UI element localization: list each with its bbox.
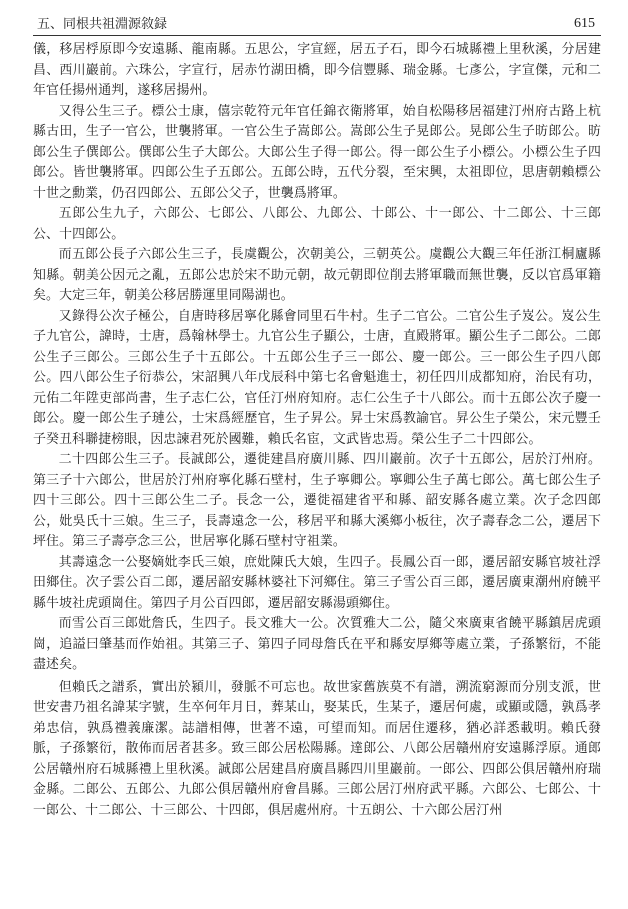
paragraph: 又錄得公次子極公，自唐時移居寧化縣會同里石牛村。生子二官公。二官公生子岌公。岌公生子九官公，諱時，士唐，爲翰林學士。九官公生子顯公，士唐，直殿將軍。顯公生子二郎公。二郎公生子三郎公。三郎公生子十五郎公。十五郎公生子三一郎公、慶一郎公。三一郎公生子四八郎公。四八郎公生子衍恭公，宋詔興八年戊辰科中第七名會魁進士，初任四川成都知府，治民有功，元佑二年陞吏部尚書，生子志仁公，官任汀州府知府。志仁公生子十八郎公。而十五郎公次子慶一郎公。慶一郎公生子璉公，士宋爲經歷官，生子昇公。昇士宋爲教諭官。昇公生子榮公，宋元豐壬子癸丑科聯捷榜眼，因忠諫君死於國難，賴氏名宦，文武皆忠焉。榮公生子二十四郎公。 — [33, 308, 601, 447]
section-title: 五、同根共祖淵源敘録 — [37, 17, 168, 32]
paragraph: 而雪公百三郎妣詹氏，生四子。長文雅大一公。次質雅大二公，隨父來廣東省饒平縣鎮居虎頭崗，追謚曰肇基而作始祖。其第三子、第四子同母詹氏在平和縣安厚鄉等處立業，子孫繁衍，不能盡述矣。 — [33, 616, 601, 672]
paragraph: 儀，移居桴原即今安遠縣、龍南縣。五思公，字宣經，居五子石，即今石城縣禮上里秋溪，分居建昌、西川巖前。六珠公，字宣行，居赤竹湖田橋，即今信豐縣、瑞金縣。七彥公，字宣傑，元和二年官任揚州通判，遂移居揚州。 — [33, 42, 601, 98]
page-body — [33, 36, 601, 821]
paragraph: 又得公生三子。標公士康，僖宗乾符元年官任錦衣衛將軍，始自松陽移居福建汀州府古路上杭縣古田，生子一官公，世襲將軍。一官公生子嵩郎公。嵩郎公生子晃郎公。晃郎公生子昉郎公。昉郎公生子僎郎公。僎郎公生子大郎公。大郎公生子得一郎公。得一郎公生子小標公。小標公生子四郎公。皆世襲將軍。四郎公生子五郎公。五郎公時，五代分裂，至宋興，太祖即位，思唐朝賴標公十世之勳業，仍召四郎公、五郎公父子，世襲爲將軍。 — [33, 103, 601, 201]
paragraph: 五郎公生九子，六郎公、七郎公、八郎公、九郎公、十郎公、十一郎公、十二郎公、十三郎公、十四郎公。 — [33, 206, 601, 242]
paragraph: 其壽遠念一公娶嫡妣李氏三娘，庶妣陳氏大娘，生四子。長鳳公百一郎，遷居韶安縣官坡社浮田鄉住。次子雲公百二郎，遷居韶安縣林婆社下河鄉住。第三子雪公百三郎，遷居廣東潮州府饒平縣牛坡社虎頭崗住。第四子月公百四郎，遷居韶安縣湯頭鄉住。 — [33, 554, 601, 611]
paragraph: 二十四郎公生三子。長誠郎公，遷徙建昌府廣川縣、四川巖前。次子十五郎公，居於汀州府。第三子十六郎公，世居於汀州府寧化縣石壁村，生子寧卿公。寧卿公生子萬七郎公。萬七郎公生子四十三郎公。四十三郎公生二子。長念一公，遷徙福建省平和縣、韶安縣各處立業。次子念四郎公，妣吳氏十三娘。生三子，長壽遠念一公，移居平和縣大溪鄉小板往，次子壽春念二公，遷居下坪住。第三子壽亭念三公，世居寧化縣石壁村守祖業。 — [33, 452, 601, 549]
page-number: 615 — [574, 16, 595, 31]
paragraph: 而五郎公長子六郎公生三子，長虞觀公，次朝美公，三朝英公。虞觀公大觀三年任浙江桐廬縣知縣。朝美公因元之亂，五郎公忠於宋不助元朝，故元朝即位削去將軍職而無世襲，反以官爲軍籍矣。大定三年，朝美公移居勝運里同陽湖也。 — [33, 247, 601, 303]
page-header — [33, 0, 601, 36]
paragraph: 但賴氏之譜系，實出於潁川，發脈不可忘也。故世家舊族莫不有譜，溯流窮源而分別支派，世世安書乃祖名諱某字號，生卒何年月日，葬某山，娶某氏，生某子，遷居何處，或顯或隱，孰爲孝弟忠信，孰爲禮義廉潔。誌譜相傳，世著不遠，可望而知。而居住遷移，猶必詳悉載明。賴氏發脈，子孫繁衍，散佈而居者甚多。致三郎公居松陽縣。達郎公、八郎公居贛州府安遠縣浮原。通郎公居贛州府石城縣禮上里秋溪。誠郎公居建昌府廣昌縣四川里巖前。一郎公、四郎公俱居贛州府瑞金縣。二郎公、五郎公、九郎公俱居贛州府會昌縣。三郎公居汀州府武平縣。六郎公、七郎公、十一郎公、十二郎公、十三郎公、十四郎，俱居處州府。十五朗公、十六郎公居汀州 — [33, 679, 601, 818]
